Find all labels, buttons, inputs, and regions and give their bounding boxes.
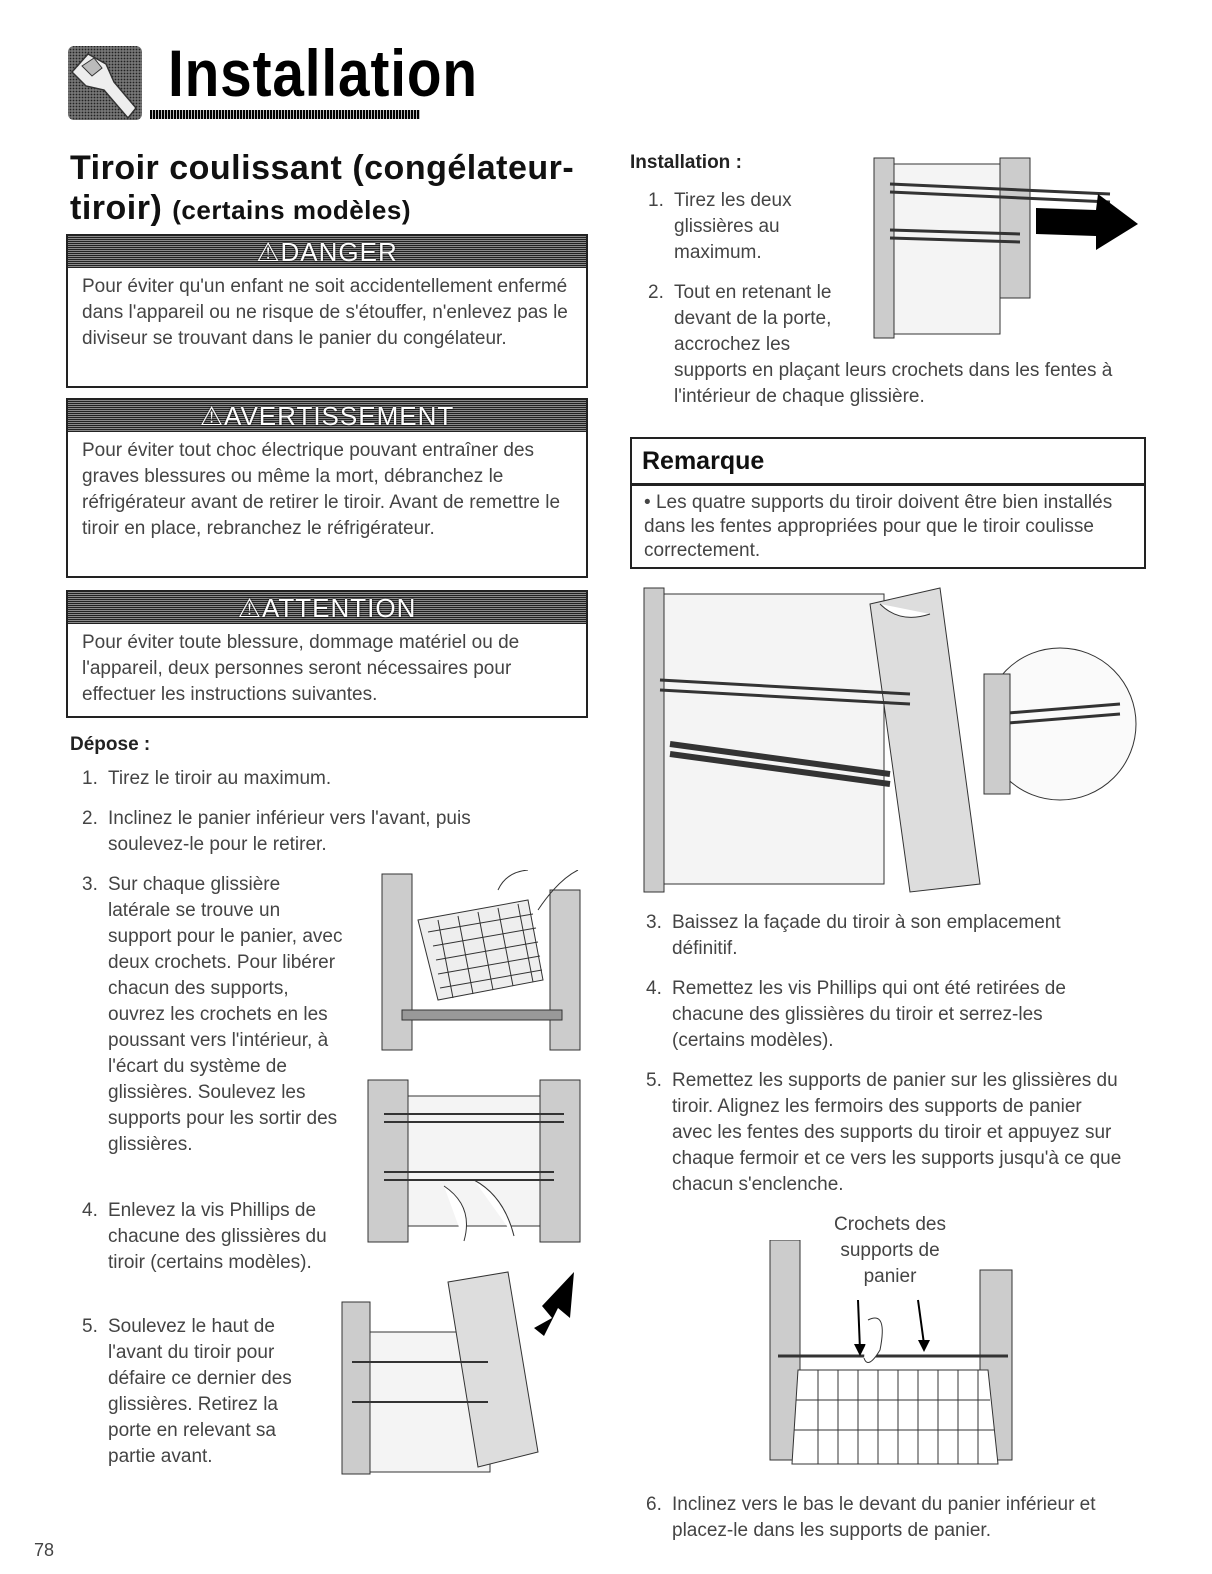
danger-label: DANGER bbox=[280, 236, 398, 267]
step-number: 6. bbox=[646, 1494, 662, 1515]
install-step-5 bbox=[646, 1068, 1126, 1198]
step-text: Sur chaque glissière latérale se trouve un support pour le panier, avec deux crochets. Pour libérer chacun des supports, ouvrez les crochets en les poussant vers l'intérieur, à l'écart du système de glissières. Soulevez les supports pour les sortir des glissières. bbox=[108, 874, 343, 1155]
note-box bbox=[630, 437, 1146, 569]
warning-triangle-icon: ⚠ bbox=[256, 236, 281, 267]
danger-banner bbox=[68, 236, 586, 268]
step-text: Inclinez le panier inférieur vers l'avant, puis soulevez-le pour le retirer. bbox=[108, 808, 471, 855]
basket-hooks-illustration bbox=[768, 1240, 1016, 1466]
step-text: Remettez les vis Phillips qui ont été retirées de chacune des glissières du tiroir et serrez-les (certains modèles). bbox=[672, 978, 1066, 1051]
support-hooks-illustration bbox=[364, 1076, 584, 1246]
step-number: 3. bbox=[646, 912, 662, 933]
install-step-4 bbox=[646, 976, 1116, 1054]
install-step-3 bbox=[646, 910, 1116, 962]
step-number: 2. bbox=[648, 282, 664, 303]
note-title: Remarque bbox=[642, 447, 765, 475]
note-text bbox=[644, 491, 1132, 563]
warning-banner bbox=[68, 400, 586, 432]
page-number: 78 bbox=[34, 1540, 55, 1560]
caption-line-2: supports de bbox=[840, 1240, 940, 1261]
danger-box bbox=[66, 234, 588, 388]
step-number: 4. bbox=[82, 1200, 98, 1221]
section-title bbox=[70, 148, 590, 230]
step-text: Inclinez vers le bas le devant du panier inférieur et placez-le dans les supports de panier. bbox=[672, 1494, 1096, 1541]
removal-step-5 bbox=[82, 1314, 320, 1470]
page-header-title: Installation bbox=[168, 36, 478, 110]
caution-box bbox=[66, 590, 588, 718]
slides-extended-illustration bbox=[870, 154, 1144, 340]
caption-line-1: Crochets des bbox=[834, 1214, 946, 1235]
warning-triangle-icon: ⚠ bbox=[237, 592, 262, 623]
caution-text: Pour éviter toute blessure, dommage matériel ou de l'appareil, deux personnes seront nécessaires pour effectuer les instructions suivantes. bbox=[82, 632, 520, 705]
install-step-1 bbox=[648, 188, 848, 266]
step-text-a: Tout en retenant le devant de la porte, accrochez les bbox=[674, 282, 832, 355]
caution-label: ATTENTION bbox=[261, 592, 417, 623]
basket-removal-illustration bbox=[378, 870, 584, 1052]
drawer-reinstall-illustration bbox=[640, 584, 1144, 894]
note-body: Les quatre supports du tiroir doivent être bien installés dans les fentes appropriées pour que le tiroir coulisse correctement. bbox=[644, 492, 1113, 561]
note-divider bbox=[632, 483, 1144, 486]
step-number: 5. bbox=[646, 1070, 662, 1091]
step-number: 3. bbox=[82, 874, 98, 895]
step-number: 2. bbox=[82, 808, 98, 829]
step-number: 1. bbox=[82, 768, 98, 789]
caption-line-3: panier bbox=[863, 1266, 917, 1287]
section-title-qualifier: (certains modèles) bbox=[172, 195, 411, 225]
install-step-6 bbox=[646, 1492, 1136, 1544]
section-title-main: Tiroir coulissant (congélateur- bbox=[70, 149, 575, 187]
step-text: Remettez les supports de panier sur les glissières du tiroir. Alignez les fermoirs des supports de panier avec les fentes des supports du tiroir et appuyez sur chaque fermoir et ce vers les supports jusqu'à ce que chacun s'enclenche. bbox=[672, 1070, 1122, 1195]
removal-step-2 bbox=[82, 806, 522, 858]
removal-step-1 bbox=[82, 766, 522, 792]
warning-label: AVERTISSEMENT bbox=[224, 400, 455, 431]
step-text: Tirez le tiroir au maximum. bbox=[108, 768, 332, 789]
install-step-2 bbox=[648, 280, 868, 358]
removal-step-3 bbox=[82, 872, 346, 1158]
wrench-icon bbox=[66, 42, 144, 122]
install-step-2-continued: supports en plaçant leurs crochets dans les fentes à l'intérieur de chaque glissière. bbox=[674, 360, 1113, 407]
warning-triangle-icon: ⚠ bbox=[199, 400, 225, 431]
step-number: 4. bbox=[646, 978, 662, 999]
danger-text: Pour éviter qu'un enfant ne soit accidentellement enfermé dans l'appareil ou ne risque de s'étouffer, n'enlevez pas le diviseur se trouvant dans le panier du congélateur. bbox=[82, 276, 568, 349]
step-text: Enlevez la vis Phillips de chacune des glissières du tiroir (certains modèles). bbox=[108, 1200, 327, 1273]
drawer-lift-illustration bbox=[338, 1262, 584, 1476]
install-heading: Installation : bbox=[630, 152, 742, 173]
section-title-line2: tiroir) bbox=[70, 189, 163, 227]
step-text: Soulevez le haut de l'avant du tiroir pour défaire ce dernier des glissières. Retirez la porte en relevant sa partie avant. bbox=[108, 1316, 292, 1467]
removal-step-4 bbox=[82, 1198, 346, 1276]
removal-heading: Dépose : bbox=[70, 734, 151, 755]
warning-box bbox=[66, 398, 588, 578]
header-rule bbox=[150, 110, 420, 119]
warning-text: Pour éviter tout choc électrique pouvant entraîner des graves blessures ou même la mort, débranchez le réfrigérateur avant de retirer le tiroir. Avant de remettre le tiroir en place, rebranchez le réfrigérateur. bbox=[82, 440, 561, 539]
bullet-icon: • bbox=[644, 492, 651, 513]
step-number: 1. bbox=[648, 190, 664, 211]
step-text: Tirez les deux glissières au maximum. bbox=[674, 190, 792, 263]
step-text: Baissez la façade du tiroir à son emplacement définitif. bbox=[672, 912, 1061, 959]
step-number: 5. bbox=[82, 1316, 98, 1337]
caution-banner bbox=[68, 592, 586, 624]
